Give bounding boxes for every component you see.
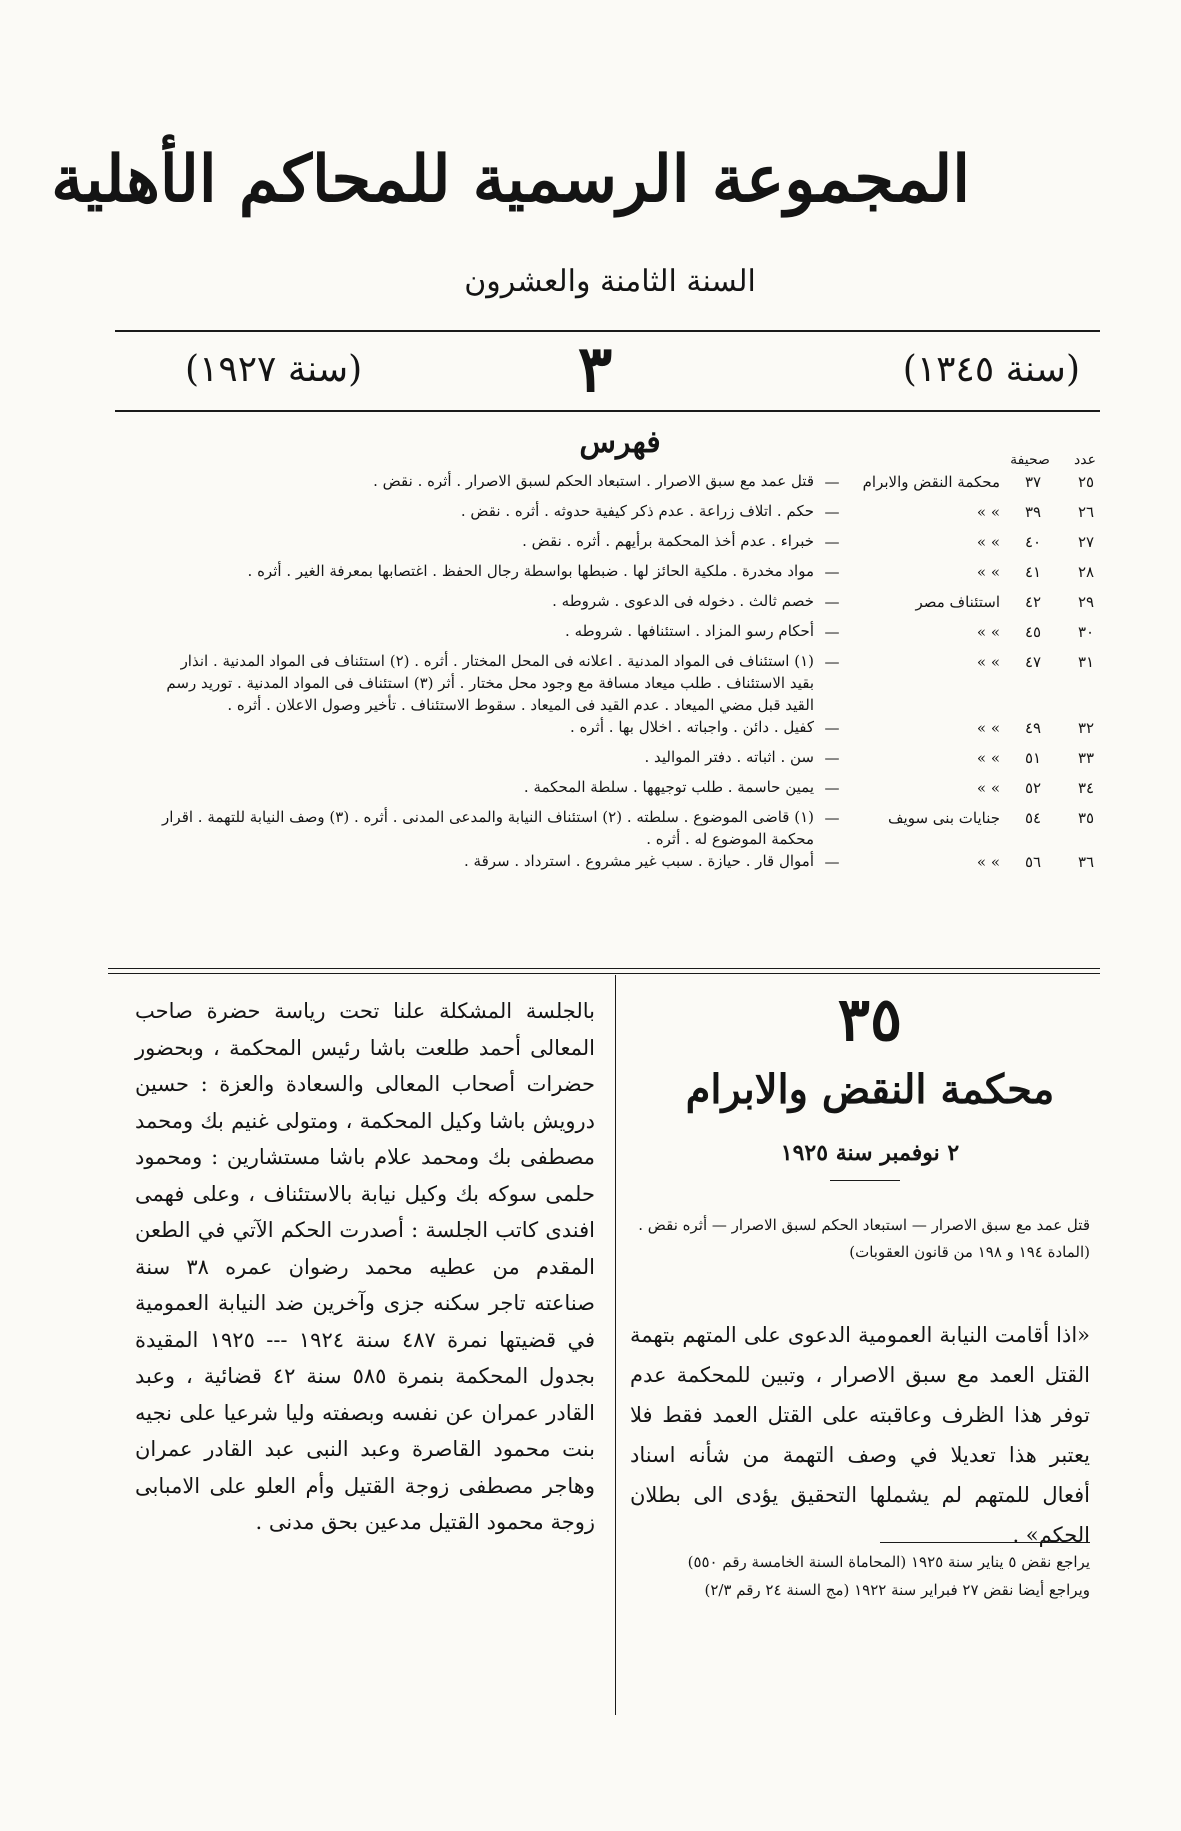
index-row-number: ٣٦ [1077,853,1095,871]
index-row [155,620,1110,650]
case-principle: «اذا أقامت النيابة العمومية الدعوى على المتهم بتهمة القتل العمد مع سبق الاصرار ، وتبين للمحكمة عدم توفر هذا الظرف وعاقبته على القتل العمد فقط فلا يعتبر هذا تعديلا في وصف التهمة من شأنه اسناد أفعال للمتهم لم يشملها التحقيق يؤدى الى بطلان الحكم» . [630,1323,1090,1547]
masthead-title: المجموعة الرسمية للمحاكم الأهلية [51,142,970,217]
index-row-subject: سن . اثباته . دفتر المواليد . [644,748,814,766]
hijri-year: (سنة ١٣٤٥) [902,349,1080,390]
index-row-subject: (١) قاضى الموضوع . سلطته . (٢) استئناف النيابة والمدعى المدنى . أثره . (٣) وصف النيابة للتهمة . اقرار محكمة الموضوع له . أثره . [162,808,814,848]
column-divider [615,975,616,1715]
case-court: محكمة النقض والابرام [685,1066,1055,1113]
index-row-dash: — [824,473,840,491]
index-row-number: ٣١ [1077,653,1095,671]
index-row-subject: (١) استئناف فى المواد المدنية . اعلانه فى المحل المختار . أثره . (٢) استئناف فى المواد المدنية . انذار بقيد الاستئناف . طلب ميعاد مسافة مع وجود محل مختار . أثر (٣) استئناف فى المواد المدنية . توريد رسم القيد قبل مضي الميعاد . عدم القيد فى الميعاد . سقوط الاستئناف . تأخير وصول الاعلان . أثره . [166,652,814,714]
index-row-number: ٣٣ [1077,749,1095,767]
index-row-dash: — [824,563,840,581]
index-row-page: ٤٩ [1024,719,1042,737]
index-row-page: ٤٥ [1024,623,1042,641]
index-row-court: » » [976,533,1000,551]
index-row [155,716,1110,746]
footnote-1: يراجع نقض ٥ يناير سنة ١٩٢٥ (المحاماة السنة الخامسة رقم ٥٥٠) [687,1553,1090,1571]
index-row-court: » » [976,779,1000,797]
case-footnotes [630,1548,1090,1604]
gregorian-year: (سنة ١٩٢٧) [185,349,363,390]
index-row-dash: — [824,719,840,737]
footnote-rule [880,1542,1090,1543]
index-row-page: ٥١ [1024,749,1042,767]
index-row-court: » » [976,653,1000,671]
index-row-page: ٥٤ [1024,809,1042,827]
index-row-number: ٢٩ [1077,593,1095,611]
index-row-court: جنايات بنى سويف [888,809,1000,827]
issue-number: ٣ [577,332,613,407]
index-table [155,470,1110,880]
index-row-court: » » [976,853,1000,871]
index-row-dash: — [824,593,840,611]
index-row-page: ٤٠ [1024,533,1042,551]
index-col-page: صحيفة [1010,452,1050,468]
index-row-subject: أحكام رسو المزاد . استئنافها . شروطه . [565,622,814,640]
index-row-number: ٣٠ [1077,623,1095,641]
index-col-number: عدد [1074,452,1096,468]
case-summary: قتل عمد مع سبق الاصرار — استبعاد الحكم لسبق الاصرار — أثره نقض . (المادة ١٩٤ و ١٩٨ من قانون العقوبات) [638,1216,1090,1261]
index-row-number: ٢٥ [1077,473,1095,491]
index-row-subject: حكم . اتلاف زراعة . عدم ذكر كيفية حدوثه . أثره . نقض . [460,502,814,520]
masthead-subtitle: السنة الثامنة والعشرون [464,264,756,299]
index-row-court: » » [976,623,1000,641]
index-row-court: محكمة النقض والابرام [862,473,1000,491]
judgment-body: بالجلسة المشكلة علنا تحت رياسة حضرة صاحب المعالى أحمد طلعت باشا رئيس المحكمة ، وبحضور حضرات أصحاب المعالى والسعادة والعزة : حسين درويش باشا وكيل المحكمة ، ومتولى غنيم بك ومحمد مصطفى بك ومحمد علام باشا مستشارين : ومحمود حلمى سوكه بك وكيل نيابة بالاستئناف ، وعلى فهمى افندى كاتب الجلسة : أصدرت الحكم الآتي في الطعن المقدم من عطيه محمد رضوان عمره ٣٨ سنة صناعته تاجر سكنه جزى وآخرين ضد النيابة العمومية في قضيتها نمرة ٤٨٧ سنة ١٩٢٤ --- ١٩٢٥ المقيدة بجدول المحكمة بنمرة ٥٨٥ سنة ٤٢ قضائية ، وعبد القادر عمران عن نفسه وبصفته وليا شرعيا على نجيه بنت محمود القاصرة وعبد النبى عبد القادر عمران وهاجر مصطفى زوجة القتيل وأم العلو على الامبابى زوجة محمود القتيل مدعين بحق مدنى . [135,999,595,1534]
index-row [155,806,1110,850]
index-row-page: ٣٧ [1024,473,1042,491]
index-row-dash: — [824,653,840,671]
index-row-number: ٢٨ [1077,563,1095,581]
index-title: فهرس [579,425,661,460]
index-row-subject: قتل عمد مع سبق الاصرار . استبعاد الحكم لسبق الاصرار . أثره . نقض . [373,472,814,490]
header-bottom-rule [115,410,1100,412]
index-row-subject: يمين حاسمة . طلب توجيهها . سلطة المحكمة . [523,778,814,796]
index-row-court: » » [976,719,1000,737]
index-row [155,776,1110,806]
index-row [155,746,1110,776]
index-row-page: ٣٩ [1024,503,1042,521]
index-row [155,650,1110,716]
index-row [155,560,1110,590]
index-row-dash: — [824,853,840,871]
index-row-dash: — [824,623,840,641]
index-row-number: ٣٢ [1077,719,1095,737]
index-row-page: ٤١ [1024,563,1042,581]
footnote-2: ويراجع أيضا نقض ٢٧ فبراير سنة ١٩٢٢ (مج السنة ٢٤ رقم ٢/٣) [704,1581,1090,1599]
index-row-court: » » [976,749,1000,767]
index-row-number: ٢٦ [1077,503,1095,521]
index-row-subject: خصم ثالث . دخوله فى الدعوى . شروطه . [552,592,814,610]
index-row [155,470,1110,500]
index-row-dash: — [824,533,840,551]
index-row-subject: خبراء . عدم أخذ المحكمة برأيهم . أثره . نقض . [522,532,814,550]
index-row [155,850,1110,880]
index-row-number: ٣٥ [1077,809,1095,827]
index-row-page: ٤٧ [1024,653,1042,671]
index-row [155,530,1110,560]
index-row-page: ٤٢ [1024,593,1042,611]
index-row [155,500,1110,530]
index-row-subject: كفيل . دائن . واجباته . اخلال بها . أثره . [570,718,814,736]
case-date-rule [830,1180,900,1181]
index-row-page: ٥٢ [1024,779,1042,797]
index-row-dash: — [824,779,840,797]
index-row-dash: — [824,503,840,521]
index-row-subject: أموال قار . حيازة . سبب غير مشروع . استرداد . سرقة . [463,852,814,870]
case-number: ٣٥ [837,985,903,1055]
index-row-number: ٢٧ [1077,533,1095,551]
index-row-dash: — [824,809,840,827]
index-row-number: ٣٤ [1077,779,1095,797]
index-row [155,590,1110,620]
index-row-dash: — [824,749,840,767]
section-divider [108,968,1100,974]
index-row-page: ٥٦ [1024,853,1042,871]
case-date: ٢ نوفمبر سنة ١٩٢٥ [780,1140,960,1166]
index-row-court: » » [976,503,1000,521]
index-row-court: » » [976,563,1000,581]
index-row-subject: مواد مخدرة . ملكية الحائز لها . ضبطها بواسطة رجال الحفظ . اغتصابها بمعرفة الغير . أثره . [247,562,814,580]
index-row-court: استئناف مصر [915,593,1000,611]
